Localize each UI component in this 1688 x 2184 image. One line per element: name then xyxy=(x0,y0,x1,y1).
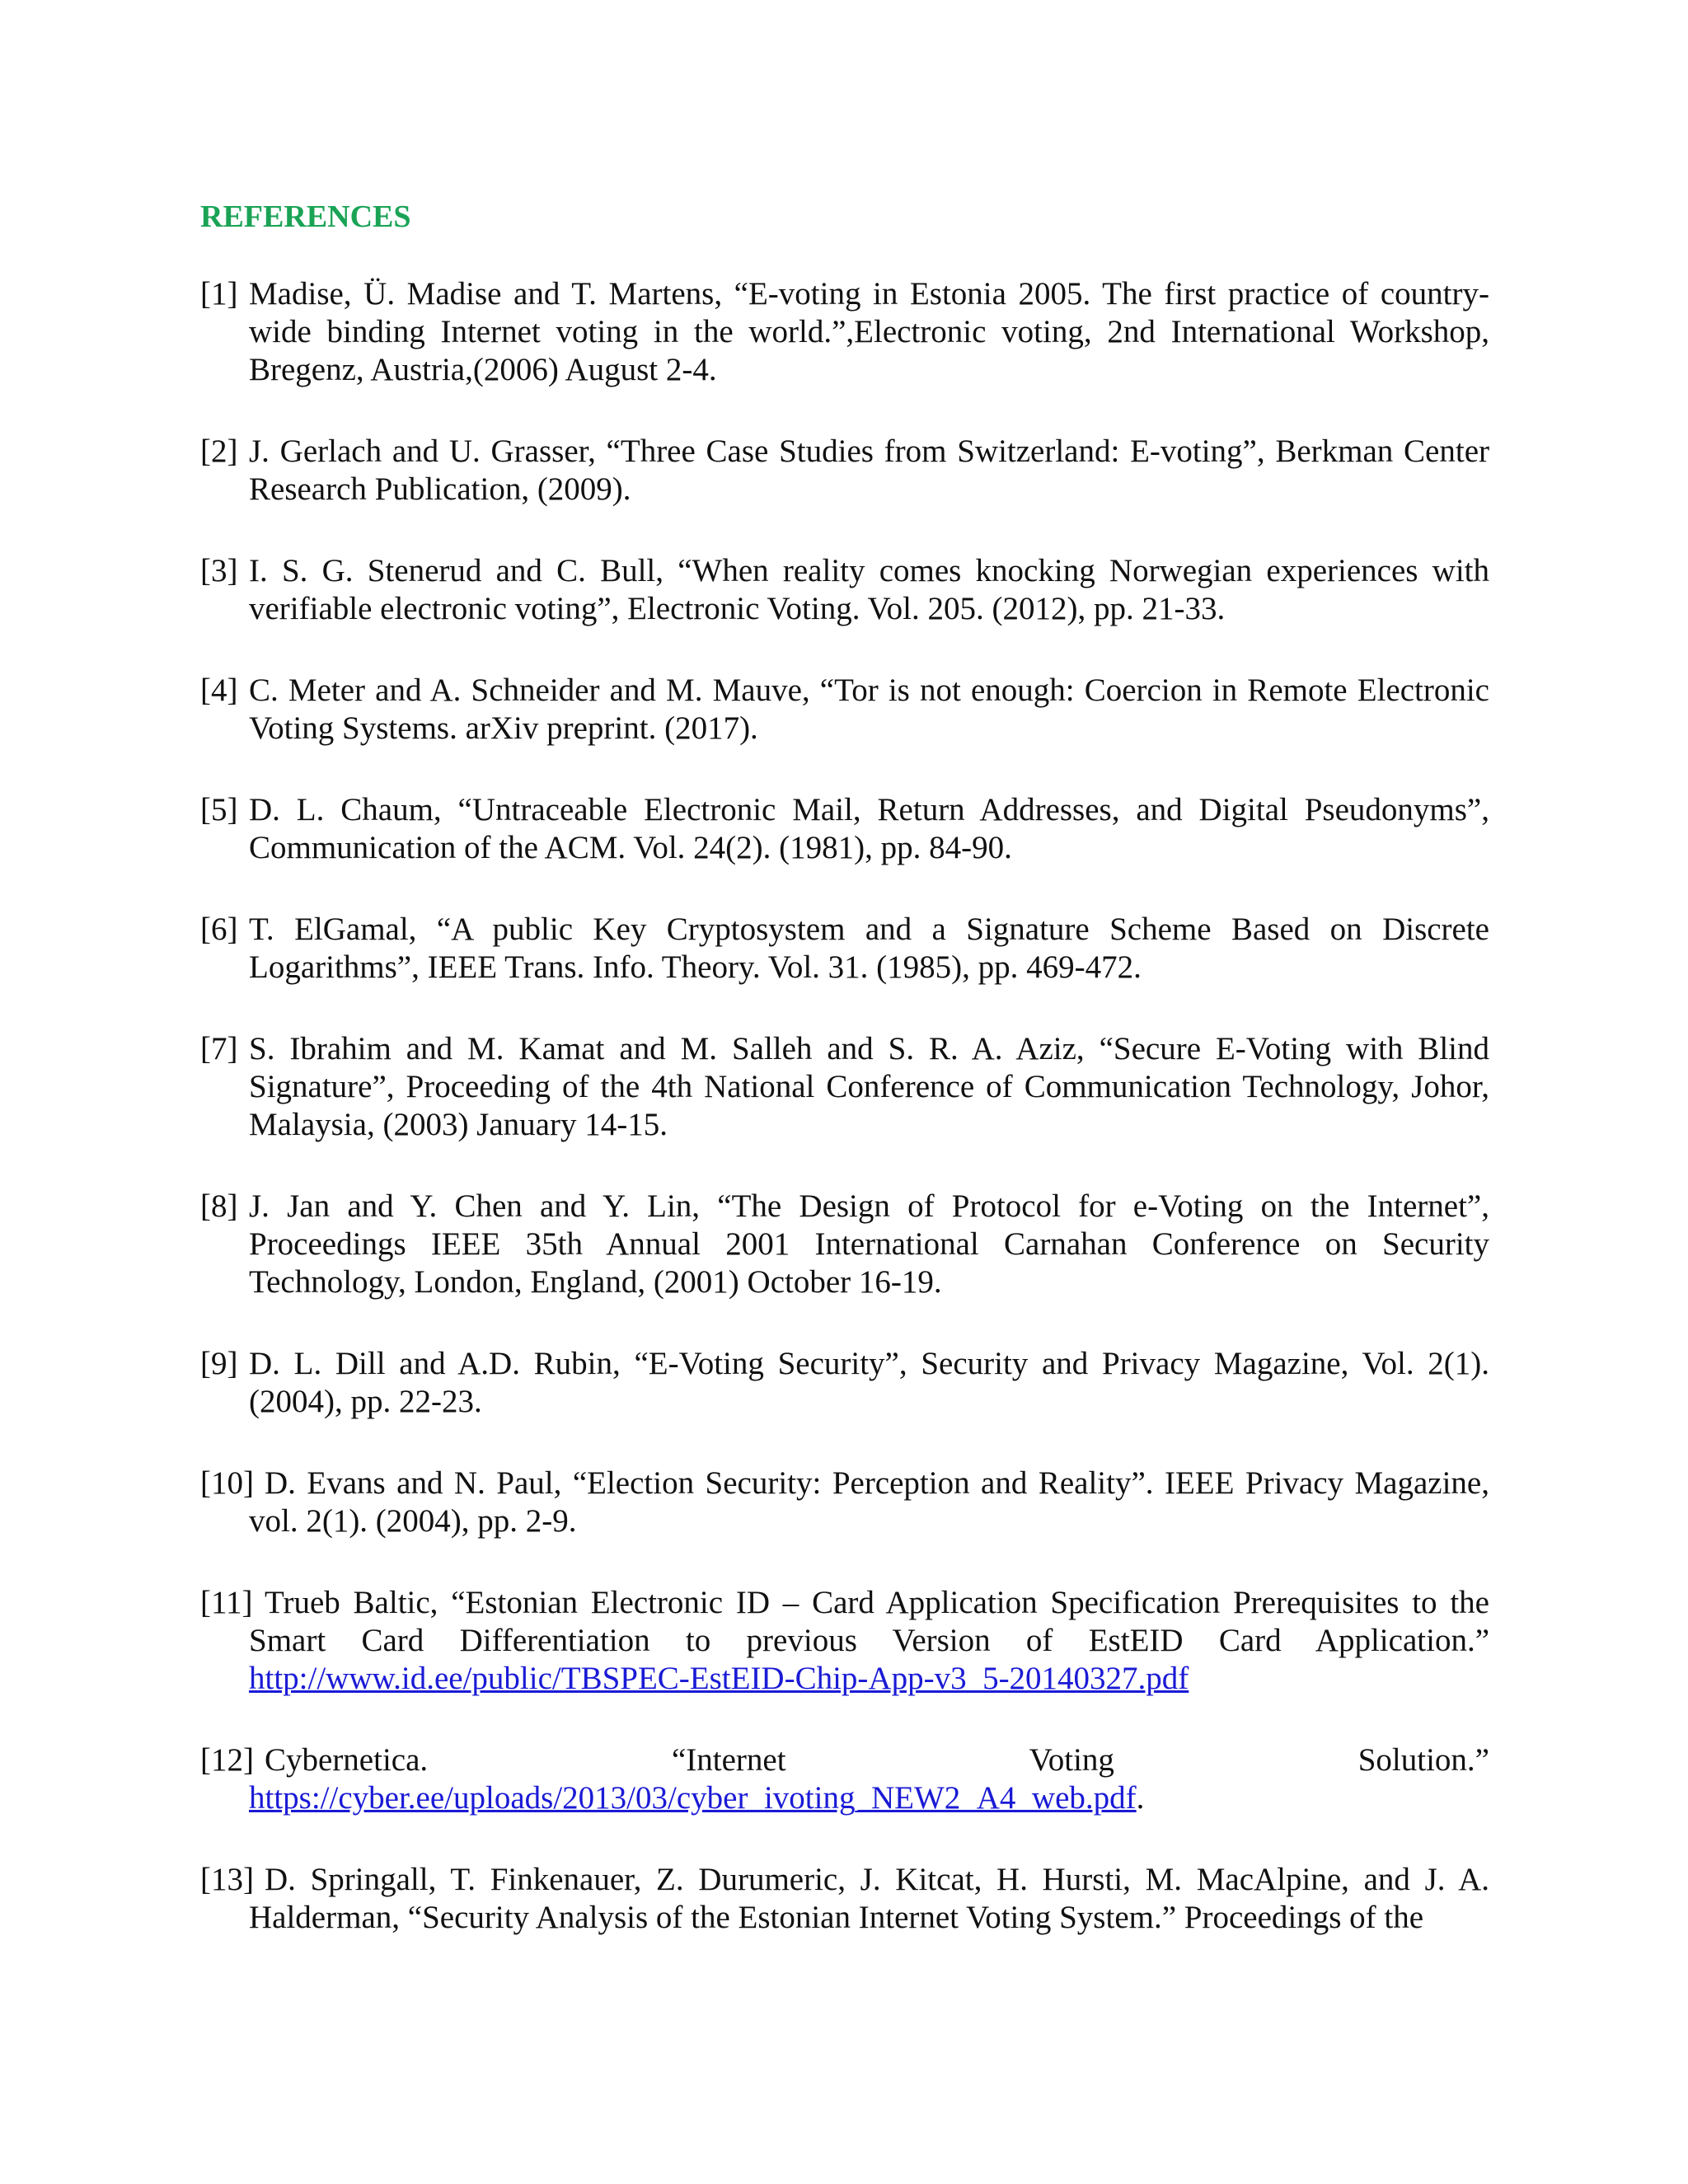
reference-number: [7] xyxy=(200,1031,238,1066)
reference-text-content: Cybernetica. “Internet Voting Solution.” xyxy=(265,1742,1489,1778)
reference-suffix: . xyxy=(1136,1780,1145,1816)
reference-text xyxy=(249,1861,1489,1937)
reference-item xyxy=(200,911,1489,987)
reference-text xyxy=(249,1465,1489,1540)
reference-item xyxy=(200,1345,1489,1421)
reference-item xyxy=(200,672,1489,748)
reference-number: [8] xyxy=(200,1188,238,1224)
reference-text: D. L. Dill and A.D. Rubin, “E-Voting Security”, Security and Privacy Magazine, Vol. 2(1). (2004), pp. 22-23. xyxy=(249,1346,1489,1419)
reference-item xyxy=(200,275,1489,389)
reference-text: C. Meter and A. Schneider and M. Mauve, “Tor is not enough: Coercion in Remote Electronic Voting Systems. arXiv preprint. (2017). xyxy=(249,673,1489,746)
reference-text-content: D. Evans and N. Paul, “Election Security: Perception and Reality”. IEEE Privacy Magazine, vol. 2(1). (2004), pp. 2-9. xyxy=(249,1465,1489,1539)
reference-text: S. Ibrahim and M. Kamat and M. Salleh and S. R. A. Aziz, “Secure E-Voting with Blind Signature”, Proceeding of the 4th National Conference of Communication Technology, Johor, Malaysia, (2003) January 14-15. xyxy=(249,1031,1489,1142)
reference-item xyxy=(200,1188,1489,1301)
reference-number: [9] xyxy=(200,1346,238,1381)
reference-text-content: Trueb Baltic, “Estonian Electronic ID – Card Application Specification Prerequisites to the Smart Card Differentiation to previous Version of EstEID Card Application.” xyxy=(249,1585,1489,1658)
reference-number: [13] xyxy=(200,1862,254,1897)
reference-number: [11] xyxy=(200,1585,253,1620)
reference-text xyxy=(249,1584,1489,1698)
reference-item xyxy=(200,1584,1489,1698)
reference-number: [12] xyxy=(200,1742,254,1778)
reference-number: [4] xyxy=(200,673,238,708)
reference-number: [2] xyxy=(200,434,238,469)
reference-item xyxy=(200,791,1489,867)
reference-text: T. ElGamal, “A public Key Cryptosystem and a Signature Scheme Based on Discrete Logarithms”, IEEE Trans. Info. Theory. Vol. 31. (1985), pp. 469-472. xyxy=(249,912,1489,985)
reference-text: J. Gerlach and U. Grasser, “Three Case Studies from Switzerland: E-voting”, Berkman Center Research Publication, (2009). xyxy=(249,434,1489,507)
reference-item xyxy=(200,552,1489,628)
reference-item xyxy=(200,1030,1489,1144)
reference-list xyxy=(200,275,1489,1980)
reference-text-content: D. Springall, T. Finkenauer, Z. Durumeric, J. Kitcat, H. Hursti, M. MacAlpine, and J. A. Halderman, “Security Analysis of the Estonian Internet Voting System.” Proceedings of the xyxy=(249,1862,1489,1935)
reference-number: [6] xyxy=(200,912,238,947)
reference-item xyxy=(200,1861,1489,1937)
reference-text: I. S. G. Stenerud and C. Bull, “When reality comes knocking Norwegian experiences with verifiable electronic voting”, Electronic Voting. Vol. 205. (2012), pp. 21-33. xyxy=(249,553,1489,626)
reference-text: J. Jan and Y. Chen and Y. Lin, “The Design of Protocol for e-Voting on the Internet”, Proceedings IEEE 35th Annual 2001 International Carnahan Conference on Security Technology, London, England, (2001) October 16-19. xyxy=(249,1188,1489,1300)
reference-link[interactable]: http://www.id.ee/public/TBSPEC-EstEID-Chip-App-v3_5-20140327.pdf xyxy=(249,1661,1189,1696)
reference-item xyxy=(200,433,1489,509)
reference-number: [3] xyxy=(200,553,238,588)
reference-text xyxy=(249,1741,1489,1817)
reference-text: Madise, Ü. Madise and T. Martens, “E-voting in Estonia 2005. The first practice of country-wide binding Internet voting in the world.”,Electronic voting, 2nd International Workshop, Bregenz, Austria,(2006) August 2-4. xyxy=(249,276,1489,387)
reference-item xyxy=(200,1741,1489,1817)
section-heading: REFERENCES xyxy=(200,199,411,234)
reference-number: [5] xyxy=(200,792,238,827)
reference-link[interactable]: https://cyber.ee/uploads/2013/03/cyber_ivoting_NEW2_A4_web.pdf xyxy=(249,1780,1137,1816)
reference-number: [10] xyxy=(200,1465,254,1501)
reference-item xyxy=(200,1465,1489,1540)
reference-number: [1] xyxy=(200,276,238,312)
reference-text: D. L. Chaum, “Untraceable Electronic Mail, Return Addresses, and Digital Pseudonyms”, Communication of the ACM. Vol. 24(2). (1981), pp. 84-90. xyxy=(249,792,1489,865)
